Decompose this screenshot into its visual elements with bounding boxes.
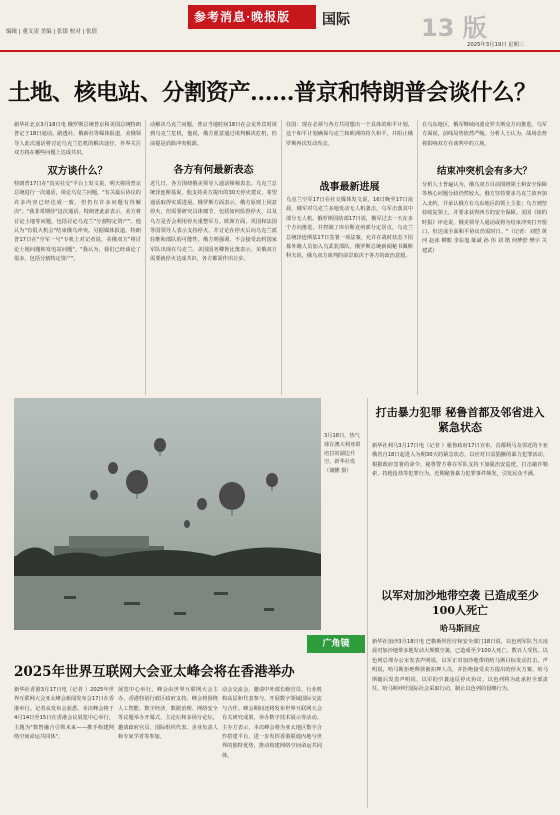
news-photo-balloons (14, 398, 321, 630)
section-name: 国际 (322, 12, 350, 28)
lead-col1-body: 特朗普17日在"真实社交"平台上发文说，明天将同普京总统进行一次通话，谈论乌克兰问题，"有关最后协议的许多内容已经达成一致，但仍有许多问题有待解决"。"我非常期待"这次通话。特朗普此前表示，美方将讨论土地等问题，包括讨论乌克兰"分割特定资产"。他认为"有很大机会"结束俄乌冲突。另据媒体报道，特朗普17日在"空军一号"专机上对记者说，美俄双方"将讨论土地问题和发电站问题"。"我认为，我们已经谈论了很多，包括分割特定资产"。 (14, 181, 141, 263)
subhead-what-to-discuss: 双方谈什么？ (47, 166, 108, 177)
lead-col2-intro: 动解决乌克兰问题。普京当地时间18日在会见外宾时谈到乌克兰危机，他说，俄方愿意通过谈判解决危机，但前提是消除冲突根源。 (150, 122, 277, 147)
internet-conference-headline: 2025年世界互联网大会亚太峰会将在香港举办 (14, 664, 295, 680)
page-number: 13 版 (421, 14, 487, 42)
lead-col4-body: 分析人士普遍认为，俄乌双方目前围绕领土和安全保障等核心问题分歧仍然较大。俄方坚持要求乌克兰放弃加入北约，并承认俄方在乌东地区的领土主张；乌方则坚持收复领土，并要求获得西方的安全保障。美国《纽约时报》评论说，俄美领导人通话或将为结束冲突打开窗口，但达成全面和平协议仍需时日。"（记者：刘恺 黄河 赵冰 柳絮 李东旭 陈斌 孙 伟 刘 锴 何梦舒 樊宇 关建武） (422, 182, 547, 254)
article2-col1: 新华社香港3月17日电（记者 ）2025年世界互联网大会亚太峰会新闻发布会17日在香港举行。记者从发布会获悉，本次峰会将于4月14日至15日在香港会议展览中心举行，主题为"数智融合引领未来——携手构建网络空间命运共同体"。 (14, 687, 114, 741)
subhead-chance-to-end: 结束冲突机会有多大？ (436, 166, 532, 177)
lead-col4-intro: 在乌东地区，俄军继续向波克罗夫斯克方向推进。乌军方面说，前线局势依然严峻。分析人士认为，战场态势将影响双方在谈判中的立场。 (422, 122, 547, 147)
masthead (188, 5, 316, 29)
gaza-subheadline: 哈马斯回应 (440, 623, 480, 633)
balloon-photo-illustration (14, 398, 321, 630)
column-divider (417, 120, 418, 395)
photo-caption: 3月18日，热气球在澳大利亚堪培拉的湖边升空。新华社发（储鹏 摄） (324, 433, 361, 475)
gaza-article-body: 新华社加沙3月18日电 巴勒斯坦医疗和安全部门18日说，以色列军队当天凌晨对加沙地带多地发动大规模空袭，已造成至少100人死亡，数百人受伤。以色列总理办公室发表声明说，以军正对加沙地带的哈马斯目标发动打击。声明说，哈马斯拒绝释放被扣押人员，并拒绝接受美方提出的停火方案。哈马斯随后发表声明说，以军的空袭违反停火协议，以色列将为此承担全部责任。哈马斯呼吁国际社会采取行动，制止以色列的侵略行为。 (372, 639, 548, 693)
header-rule (0, 50, 560, 52)
peru-emergency-headline: 打击暴力犯罪 秘鲁首都及邻省进入紧急状态 (375, 406, 545, 434)
subhead-battlefield: 战事最新进展 (319, 182, 380, 193)
issue-date: 2025年3月19日 星期三 (467, 42, 525, 48)
lead-col1-intro: 新华社北京3月18日电 俄罗斯总统普京和美国总统特朗普定于18日通话。路透社、俄新社等媒体报道，美俄领导人此次通话将讨论乌克兰危机的解决途径，外界关注双方将在哪些问题上达成共识。 (14, 122, 141, 157)
lead-col2-body: 近几日，各方围绕俄美领导人通话频频表态。乌克兰总统泽连斯基说，他支持美方提出的30天停火建议，希望通话取得实质进展。俄罗斯方面表示，俄方原则上同意停火，但需要研究具体细节，包括如何监督停火，以及乌方是否会利用停火重整军力。欧洲方面，英国和法国等国领导人表示支持停火，并讨论在停火后向乌克兰派驻维和部队的可能性。俄方则强调，不会接受北约国家军队出现在乌克兰。美国国务卿鲁比奥表示，美俄双方需要就停火达成共识，各方都需作出让步。 (150, 181, 277, 263)
subhead-statements: 各方有何最新表态 (173, 165, 254, 176)
lead-col3-intro: 住国：现在必须与各方共同想出一个具体的和平计划，这个和平计划确保乌克兰和欧洲的持久和平，并阻止俄罗斯再次发动攻击。 (286, 122, 413, 147)
column-badge-guangjiaojing: 广角镜 (307, 635, 365, 653)
peru-article-body: 新华社利马3月17日电（记者 ）秘鲁政府17日宣布，首都利马及邻近的卡亚俄省自18日起进入为期30天的紧急状态，以应对日益猖獗的暴力犯罪活动。根据政府签署的命令，秘鲁警方将在军队支持下加强治安巡逻，打击敲诈勒索、持枪抢劫等犯罪行为。近期秘鲁暴力犯罪事件频发，引发民众不满。 (372, 443, 548, 478)
main-headline: 土地、核电站、分割资产……普京和特朗普会谈什么？ (8, 80, 537, 106)
gaza-airstrike-headline: 以军对加沙地带空袭 已造成至少100人死亡 (381, 589, 539, 617)
column-divider (367, 398, 368, 808)
article2-col3: 动会交流会，邀请中外部长级官员、行业机构高层和代表参与，开展数字领域国际交流与合作。峰会期间还将发布世界互联网大会有关研究成果，举办数字技术展示等活动。主办方表示，本次峰会将为亚太地区数字合作搭建平台，进一步发挥香港联通内地与世界的独特优势，推动构建网络空间命运共同体。 (222, 687, 322, 759)
masthead-title: 参考消息·晚报版 (194, 10, 291, 24)
column-divider (281, 120, 282, 395)
article2-col2: 展览中心举行。峰会由世界互联网大会主办，香港特别行政区政府支持。峰会将围绕人工智能、数字经济、数据治理、网络安全等议题举办开幕式、主论坛和多场分论坛，邀请政府官员、国际组织代表、企业负责人和专家学者等参加。 (118, 687, 218, 741)
column-divider (145, 120, 146, 395)
lead-col3-body: 乌克兰空军17日在社交媒体发文说，16日晚至17日凌晨，俄军对乌克兰多地发动无人机袭击，乌军击落其中部分无人机。俄罗斯国防部17日说，俄军过去一天在多个方向推进，并控制了库尔斯克州部分定居点。乌克兰总统泽连斯基17日签署一项法案，允许在战时状态下招募外籍人员加入乌武装部队。俄罗斯总统新闻秘书佩斯科夫说，俄乌双方谈判的前景取决于各方的政治意愿。 (286, 197, 413, 260)
editor-credits: 编辑 | 董文凌 美编 | 张银 校对 | 张倩 (6, 29, 98, 35)
